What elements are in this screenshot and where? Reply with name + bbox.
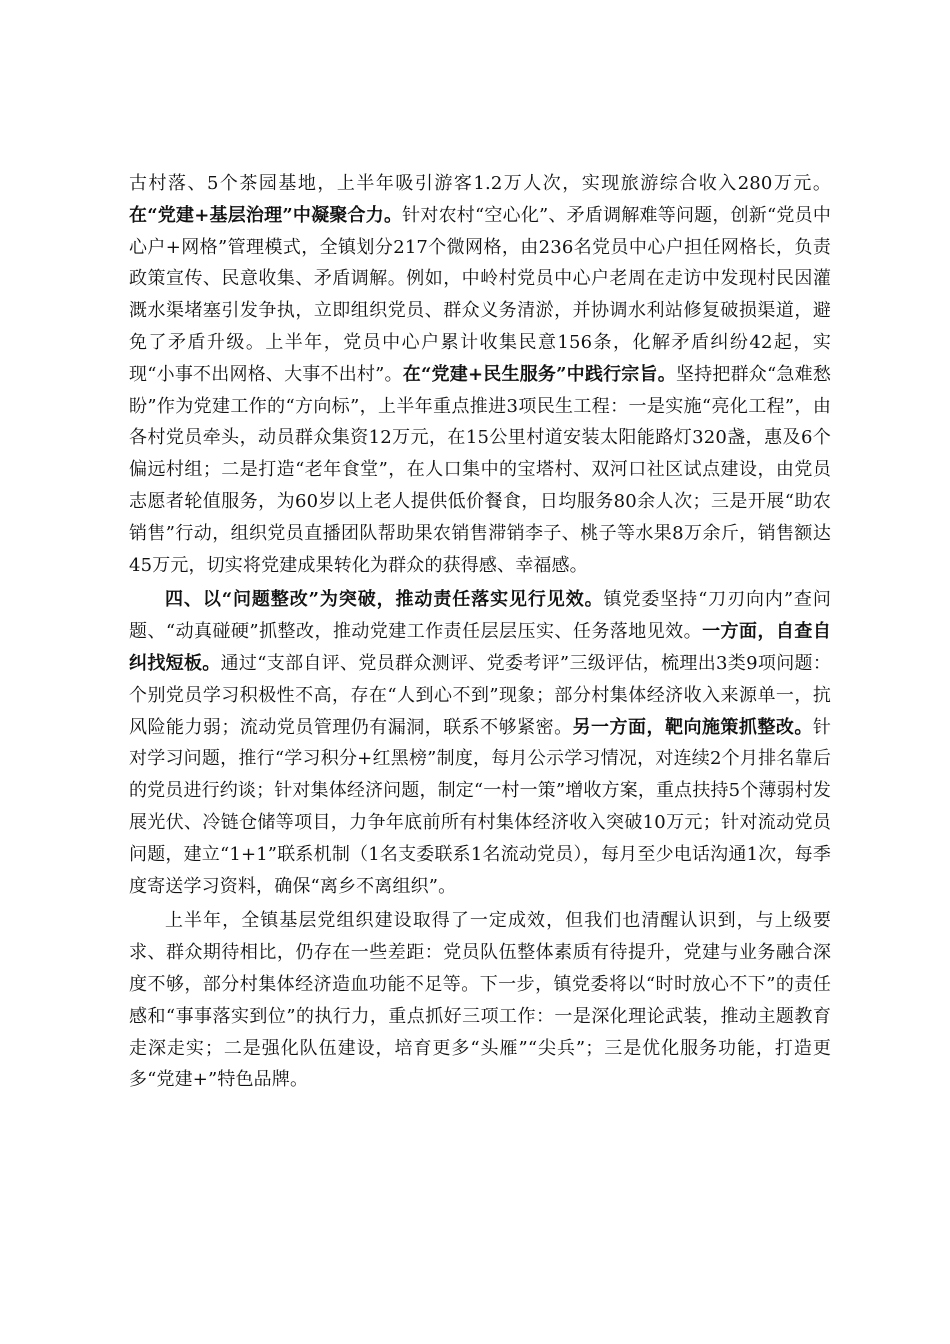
paragraph-3-sentence-1: 上半年，全镇基层党组织建设取得了一定成效，但我们也清醒认识到，与上级要求、群众期待相比，仍存在一些差距：党员队伍整体素质有待提升，党建与业务融合深度不够，部分村集体经济造血功能不足等。下一步，镇党委将以“时时放心不下”的责任感和“事事落实到位”的执行力，重点抓好三项工作：一是深化理论武装，推动主题教育走深走实；二是强化队伍建设，培育更多“头雁”“尖兵”；三是优化服务功能，打造更多“党建+”特色品牌。 xyxy=(129,910,831,1091)
paragraph-2 xyxy=(129,584,831,902)
paragraph-1-sentence-3: 坚持把群众“急难愁盼”作为党建工作的“方向标”，上半年重点推进3项民生工程：一是实施“亮化工程”，由各村党员牵头，动员群众集资12万元，在15公里村道安装太阳能路灯320盏，惠及6个偏远村组；二是打造“老年食堂”，在人口集中的宝塔村、双河口社区试点建设，由党员志愿者轮值服务，为60岁以上老人提供低价餐食，日均服务80余人次；三是开展“助农销售”行动，组织党员直播团队帮助果农销售滞销李子、桃子等水果8万余斤，销售额达45万元，切实将党建成果转化为群众的获得感、幸福感。 xyxy=(129,363,831,576)
paragraph-2-sentence-2: 通过“支部自评、党员群众测评、党委考评”三级评估，梳理出3类9项问题：个别党员学习积极性不高，存在“人到心不到”现象；部分村集体经济收入来源单一，抗风险能力弱；流动党员管理仍有漏洞，联系不够紧密。 xyxy=(129,652,831,738)
paragraph-1-sentence-1: 古村落、5个茶园基地，上半年吸引游客1.2万人次，实现旅游综合收入280万元。 xyxy=(129,173,831,194)
paragraph-1 xyxy=(129,168,831,581)
paragraph-2-sentence-1: 镇党委坚持“刀刃向内”查问题、“动真碰硬”抓整改，推动党建工作责任层层压实、任务落地见效。 xyxy=(129,589,831,643)
paragraph-2-heading-3: 另一方面，靶向施策抓整改。 xyxy=(572,716,813,738)
paragraph-1-heading-3: 在“党建+民生服务”中践行宗旨。 xyxy=(402,363,676,385)
paragraph-1-heading-2: 在“党建+基层治理”中凝聚合力。 xyxy=(129,204,403,226)
paragraph-2-sentence-3: 针对学习问题，推行“学习积分+红黑榜”制度，每月公示学习情况，对连续2个月排名靠后的党员进行约谈；针对集体经济问题，制定“一村一策”增收方案，重点扶持5个薄弱村发展光伏、冷链仓储等项目，力争年底前所有村集体经济收入突破10万元；针对流动党员问题，建立“1+1”联系机制（1名支委联系1名流动党员），每月至少电话沟通1次，每季度寄送学习资料，确保“离乡不离组织”。 xyxy=(129,716,831,897)
section-heading-4: 四、以“问题整改”为突破，推动责任落实见行见效。 xyxy=(165,589,604,611)
paragraph-2-heading-2: 一方面，自查自纠找短板。 xyxy=(129,621,831,674)
document-body xyxy=(129,168,831,1099)
paragraph-1-sentence-2: 针对农村“空心化”、矛盾调解难等问题，创新“党员中心户+网格”管理模式，全镇划分217个微网格，由236名党员中心户担任网格长，负责政策宣传、民意收集、矛盾调解。例如，中岭村党员中心户老周在走访中发现村民因灌溉水渠堵塞引发争执，立即组织党员、群众义务清淤，并协调水利站修复破损渠道，避免了矛盾升级。上半年，党员中心户累计收集民意156条，化解矛盾纠纷42起，实现“小事不出网格、大事不出村”。 xyxy=(129,204,831,385)
paragraph-3 xyxy=(129,905,831,1096)
